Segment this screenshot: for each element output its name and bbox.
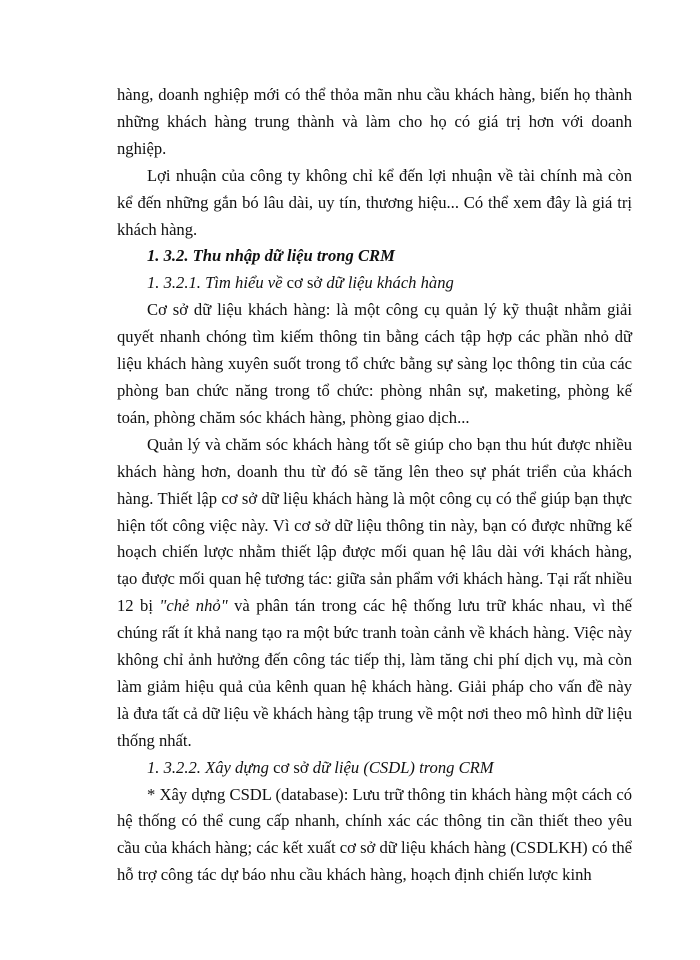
paragraph-customer-management [117,432,632,755]
subsection-heading-1-3-2-1 [117,270,632,297]
paragraph-build-database: * Xây dựng CSDL (database): Lưu trữ thông tin khách hàng một cách có hệ thống có thể cung cấp nhanh, chính xác các thông tin cần thiết theo yêu cầu của khách hàng; các kết xuất cơ sở dữ liệu khách hàng (CSDLKH) có thể hỗ trợ công tác dự báo nhu cầu khách hàng, hoạch định chiến lược kinh [117,784,632,885]
subheading-text: 1. 3.2.2. Xây dựng [147,757,274,777]
paragraph-profit: Lợi nhuận của công ty không chỉ kể đến lợi nhuận về tài chính mà còn kể đến những gắn bó lâu dài, uy tín, thương hiệu... Có thể xem đây là giá trị khách hàng. [117,165,632,239]
subheading-text: dữ liệu khách hàng [326,273,454,293]
paragraph-text: Quản lý và chăm sóc khách hàng tốt sẽ giúp cho bạn thu hút được nhiều khách hàng hơn, doanh thu từ đó sẽ tăng lên theo sự phát triển của khách hàng. Thiết lập cơ sở dữ liệu khách hàng là một công cụ có thể giúp bạn thực hiện tốt công việc này. Vì cơ sở dữ liệu thông tin này, bạn có được những kế hoạch chiến lược nhằm thiết lập được mối quan hệ lâu dài với khách hàng, tạo được mối quan hệ tương tác: giữa sản phẩm với khách hàng. Tại rất nhiều 12 bị [117,434,632,616]
section-heading-1-3-2: 1. 3.2. Thu nhập dữ liệu trong CRM [147,246,395,266]
paragraph-text: và phân tán trong các hệ thống lưu trữ khác nhau, vì thế chúng rất ít khả nang tạo ra một bức tranh toàn cảnh về khách hàng. Việc này không chỉ ảnh hưởng đến công tác tiếp thị, làm tăng chi phí dịch vụ, mà còn làm giảm hiệu quả của kênh quan hệ khách hàng. Giải pháp cho vấn đề này là đưa tất cả dữ liệu về khách hàng tập trung về một nơi theo mô hình dữ liệu thống nhất. [117,596,632,750]
subsection-heading-1-3-2-2 [117,755,632,782]
subheading-text: cơ sở [286,273,327,293]
subheading-text: 1. 3.2.1. Tìm hiểu về [147,273,287,293]
paragraph-intro: hàng, doanh nghiệp mới có thể thỏa mãn nhu cầu khách hàng, biến họ thành những khách hàng trung thành và làm cho họ có giá trị hơn với doanh nghiệp. [117,85,632,158]
subheading-text: cơ sở [273,757,313,777]
subheading-text: dữ liệu (CSDL) trong CRM [312,757,494,777]
quoted-term: "chẻ nhỏ" [159,596,228,616]
document-body [117,82,632,889]
paragraph-csdl-definition: Cơ sở dữ liệu khách hàng: là một công cụ quản lý kỹ thuật nhằm giải quyết nhanh chóng tìm kiếm thông tin bằng cách tập hợp các phần nhỏ dữ liệu khách hàng xuyên suốt trong tổ chức bằng sự sàng lọc thông tin của các phòng ban chức năng trong tổ chức: phòng nhân sự, maketing, phòng kế toán, phòng chăm sóc khách hàng, phòng giao dịch... [117,300,632,427]
